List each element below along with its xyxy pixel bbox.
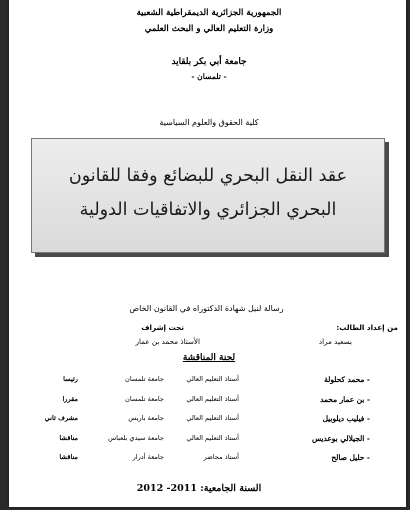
- header-republic: الجمهورية الجزائرية الديمقراطية الشعبية: [136, 8, 282, 18]
- member-university: جامعة تلمسان: [125, 375, 164, 383]
- faculty-name: كلية الحقوق والعلوم السياسية: [159, 118, 259, 127]
- member-rank: أستاذ التعليم العالي: [186, 414, 239, 422]
- title-box: [31, 138, 385, 253]
- member-name: - الجيلالي بوعديس: [312, 434, 370, 443]
- prepared-by-label: من إعداد الطالب:: [336, 323, 398, 332]
- supervisor-name: الأستاذ محمد بن عمار: [135, 337, 200, 346]
- member-university: جامعة أدرار: [132, 453, 164, 461]
- committee-row: [9, 414, 406, 430]
- member-role: رئيسا: [63, 375, 78, 383]
- member-role: مقررا: [62, 395, 78, 403]
- title-line-2: البحري الجزائري والاتفاقيات الدولية: [79, 200, 337, 220]
- member-university: جامعة باريس: [128, 414, 164, 422]
- member-rank: أستاذ التعليم العالي: [186, 375, 239, 383]
- committee-title: لجنة المناقشة: [182, 353, 236, 363]
- thesis-subject: رسالة لنيل شهادة الدكتوراه في القانون الخاص: [129, 304, 284, 313]
- academic-year: السنة الجامعية: 2011- 2012: [136, 483, 262, 494]
- supervisor-label: تحت إشراف: [141, 323, 184, 332]
- member-rank: أستاذ التعليم العالي: [186, 434, 239, 442]
- member-role: مناقشا: [59, 434, 78, 442]
- member-university: جامعة تلمسان: [125, 395, 164, 403]
- member-role: مشرف ثاني: [44, 414, 78, 422]
- committee-row: [9, 375, 406, 391]
- header-city: - تلمسان -: [191, 72, 227, 81]
- committee-row: [9, 395, 406, 411]
- member-role: مناقشا: [59, 453, 78, 461]
- member-rank: أستاذ محاضر: [203, 453, 239, 461]
- student-name: بسعيد مراد: [318, 337, 352, 346]
- committee-row: [9, 434, 406, 450]
- member-rank: أستاذ التعليم العالي: [186, 395, 239, 403]
- member-name: - حليل صالح: [331, 453, 370, 462]
- header-university: جامعة أبي بكر بلقايد: [171, 57, 247, 67]
- header-ministry: وزارة التعليم العالي و البحث العلمي: [144, 24, 274, 34]
- title-line-1: عقد النقل البحري للبضائع وفقا للقانون: [68, 166, 348, 186]
- member-name: - بن عمار محمد: [320, 395, 370, 404]
- member-name: - فيليب ديلوبيل: [322, 414, 370, 423]
- committee-row: [9, 453, 406, 469]
- document-page: [9, 0, 406, 507]
- member-name: - محمد كحلولة: [324, 375, 370, 384]
- member-university: جامعة سيدي بلعباس: [108, 434, 164, 442]
